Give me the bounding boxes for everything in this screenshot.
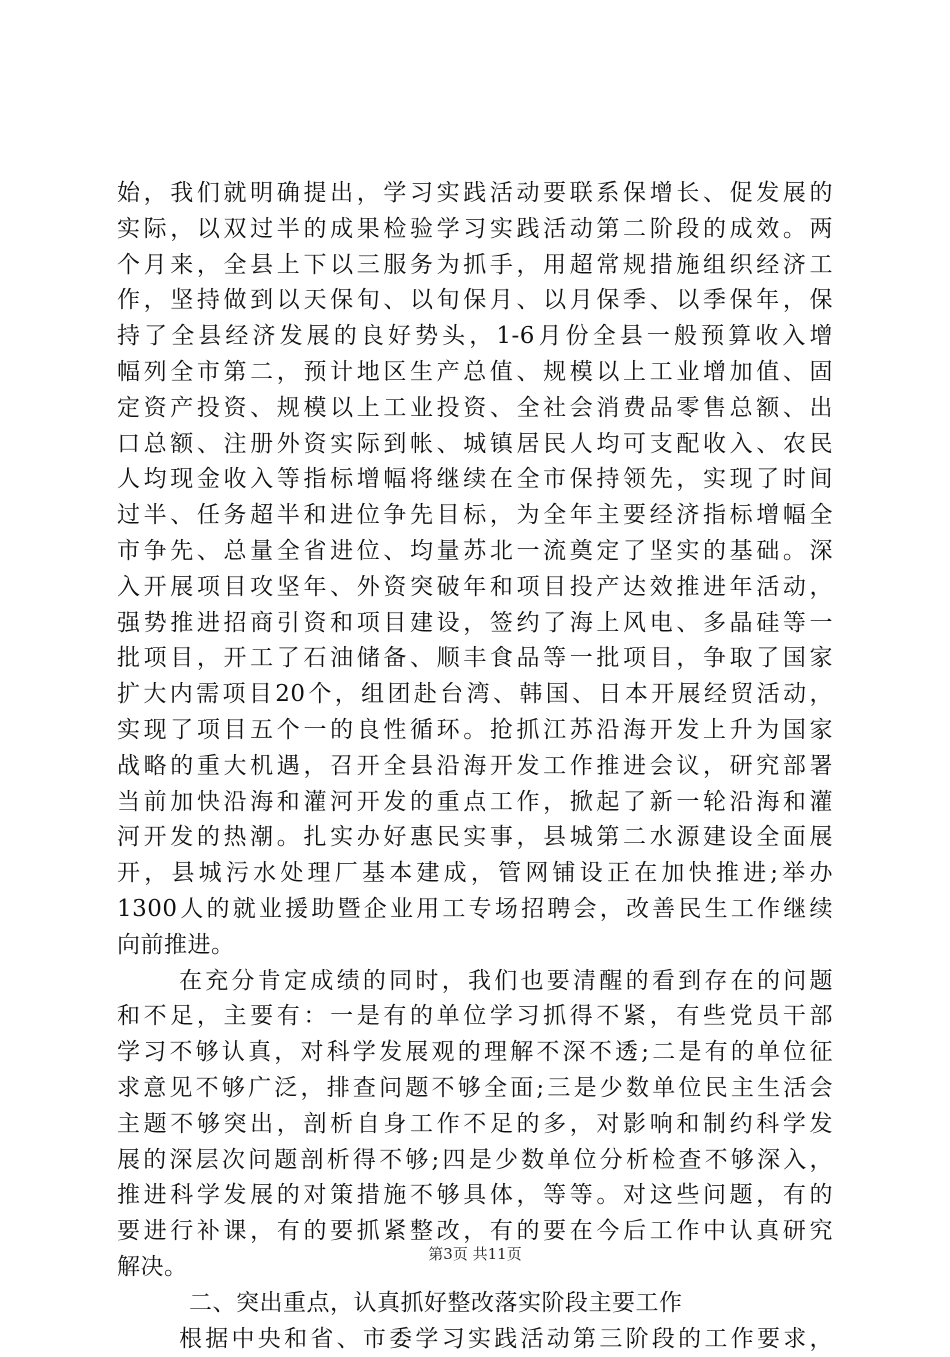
text-line: 定资产投资、规模以上工业投资、全社会消费品零售总额、出 bbox=[117, 391, 833, 427]
text-line: 解决。 bbox=[117, 1250, 833, 1286]
text-line: 河开发的热潮。扎实办好惠民实事，县城第二水源建设全面展 bbox=[117, 820, 833, 856]
text-line: 向前推进。 bbox=[117, 928, 833, 964]
text-line: 人均现金收入等指标增幅将继续在全市保持领先，实现了时间 bbox=[117, 462, 833, 498]
text-line: 当前加快沿海和灌河开发的重点工作，掀起了新一轮沿海和灌 bbox=[117, 785, 833, 821]
document-body bbox=[117, 176, 833, 1357]
paragraph-first-line: 根据中央和省、市委学习实践活动第三阶段的工作要求， bbox=[117, 1322, 833, 1357]
text-line: 和不足，主要有：一是有的单位学习抓得不紧，有些党员干部 bbox=[117, 999, 833, 1035]
text-line: 开，县城污水处理厂基本建成，管网铺设正在加快推进;举办 bbox=[117, 856, 833, 892]
text-line: 入开展项目攻坚年、外资突破年和项目投产达效推进年活动， bbox=[117, 570, 833, 606]
text-line: 作，坚持做到以天保旬、以旬保月、以月保季、以季保年，保 bbox=[117, 283, 833, 319]
paragraph-first-line: 在充分肯定成绩的同时，我们也要清醒的看到存在的问题 bbox=[117, 964, 833, 1000]
page-footer: 第3页 共11页 bbox=[0, 1243, 950, 1264]
text-line: 始，我们就明确提出，学习实践活动要联系保增长、促发展的 bbox=[117, 176, 833, 212]
text-line: 实际，以双过半的成果检验学习实践活动第二阶段的成效。两 bbox=[117, 212, 833, 248]
text-line: 个月来，全县上下以三服务为抓手，用超常规措施组织经济工 bbox=[117, 248, 833, 284]
text-line: 实现了项目五个一的良性循环。抢抓江苏沿海开发上升为国家 bbox=[117, 713, 833, 749]
text-line: 展的深层次问题剖析得不够;四是少数单位分析检查不够深入， bbox=[117, 1143, 833, 1179]
text-line: 市争先、总量全省进位、均量苏北一流奠定了坚实的基础。深 bbox=[117, 534, 833, 570]
text-line: 要进行补课，有的要抓紧整改，有的要在今后工作中认真研究 bbox=[117, 1214, 833, 1250]
text-line: 强势推进招商引资和项目建设，签约了海上风电、多晶硅等一 bbox=[117, 606, 833, 642]
text-line: 过半、任务超半和进位争先目标，为全年主要经济指标增幅全 bbox=[117, 498, 833, 534]
text-line: 扩大内需项目20个，组团赴台湾、韩国、日本开展经贸活动， bbox=[117, 677, 833, 713]
text-line: 幅列全市第二，预计地区生产总值、规模以上工业增加值、固 bbox=[117, 355, 833, 391]
text-line: 口总额、注册外资实际到帐、城镇居民人均可支配收入、农民 bbox=[117, 427, 833, 463]
text-line: 战略的重大机遇，召开全县沿海开发工作推进会议，研究部署 bbox=[117, 749, 833, 785]
text-line: 求意见不够广泛，排查问题不够全面;三是少数单位民主生活会 bbox=[117, 1071, 833, 1107]
text-line: 批项目，开工了石油储备、顺丰食品等一批项目，争取了国家 bbox=[117, 641, 833, 677]
section-heading: 二、突出重点，认真抓好整改落实阶段主要工作 bbox=[117, 1286, 833, 1322]
text-line: 主题不够突出，剖析自身工作不足的多，对影响和制约科学发 bbox=[117, 1107, 833, 1143]
text-line: 学习不够认真，对科学发展观的理解不深不透;二是有的单位征 bbox=[117, 1035, 833, 1071]
text-line: 推进科学发展的对策措施不够具体，等等。对这些问题，有的 bbox=[117, 1178, 833, 1214]
text-line: 1300人的就业援助暨企业用工专场招聘会，改善民生工作继续 bbox=[117, 892, 833, 928]
text-line: 持了全县经济发展的良好势头，1-6月份全县一般预算收入增 bbox=[117, 319, 833, 355]
